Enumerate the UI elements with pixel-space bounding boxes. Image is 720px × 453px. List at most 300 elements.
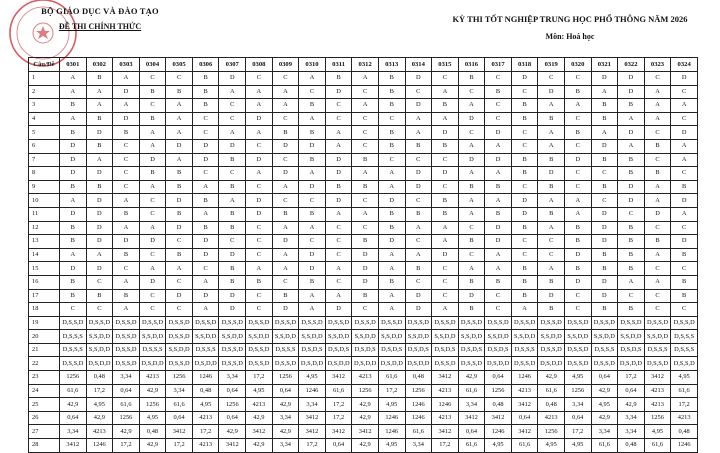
answer-cell: 3,34 [458, 398, 485, 412]
answer-cell: 4,95 [485, 439, 512, 453]
answer-cell: S,S,D,D [618, 330, 645, 344]
answer-cell: D,S,D,S [299, 343, 326, 357]
answer-cell: D [432, 167, 459, 181]
answer-cell: 42,9 [591, 384, 618, 398]
answer-cell: B [60, 289, 87, 303]
answer-cell: C [246, 72, 273, 86]
table-row [29, 357, 698, 371]
table-row [29, 289, 698, 303]
answer-cell: D [458, 153, 485, 167]
answer-cell: C [644, 72, 671, 86]
answer-cell: A [378, 180, 405, 194]
answer-cell: D [60, 262, 87, 276]
answer-cell: 3,34 [618, 425, 645, 439]
answer-cell: C [139, 99, 166, 113]
answer-cell: A [113, 303, 140, 317]
answer-cell: B [272, 289, 299, 303]
answer-cell: B [644, 167, 671, 181]
answer-cell: C [86, 275, 113, 289]
answer-cell: D [591, 289, 618, 303]
table-row [29, 425, 698, 439]
answer-cell: B [564, 235, 591, 249]
answer-cell: B [113, 126, 140, 140]
answer-cell: D [564, 248, 591, 262]
answer-cell: D,S,D,S [378, 343, 405, 357]
answer-cell: A [485, 248, 512, 262]
answer-cell: D,S,S,D [272, 357, 299, 371]
answer-cell: C [246, 289, 273, 303]
answer-cell: A [405, 112, 432, 126]
answer-cell: 42,9 [591, 411, 618, 425]
answer-cell: C [405, 235, 432, 249]
answer-cell: 1256 [644, 411, 671, 425]
answer-cell: D [246, 207, 273, 221]
answer-cell: S,S,D,D [644, 330, 671, 344]
answer-cell: B [352, 235, 379, 249]
answer-cell: D [405, 303, 432, 317]
answer-cell: 17,2 [299, 439, 326, 453]
answer-cell: B [511, 262, 538, 276]
answer-cell: D,S,D,S [432, 343, 459, 357]
answer-cell: C [564, 289, 591, 303]
answer-cell: A [511, 303, 538, 317]
answer-cell: C [432, 72, 459, 86]
answer-cell: D,S,S,D [538, 343, 565, 357]
answer-cell: B [60, 180, 87, 194]
answer-cell: C [192, 112, 219, 126]
answer-cell: C [139, 289, 166, 303]
answer-cell: D [166, 289, 193, 303]
answer-cell: 61,6 [60, 384, 87, 398]
answer-cell: B [538, 153, 565, 167]
answer-cell: D [618, 85, 645, 99]
answer-cell: B [458, 275, 485, 289]
answer-cell: B [378, 126, 405, 140]
answer-cell: A [538, 194, 565, 208]
answer-cell: D,S,D,D [299, 357, 326, 371]
question-number: 8 [29, 167, 60, 181]
answer-cell: B [166, 207, 193, 221]
answer-cell: 42,9 [458, 371, 485, 385]
answer-cell: A [246, 85, 273, 99]
answer-cell: 0,48 [618, 439, 645, 453]
answer-cell: D [86, 221, 113, 235]
question-number: 4 [29, 112, 60, 126]
answer-cell: D [671, 72, 698, 86]
table-row [29, 72, 698, 86]
answer-cell: C [113, 153, 140, 167]
answer-cell: A [299, 221, 326, 235]
answer-cell: D,S,S,D [564, 357, 591, 371]
answer-cell: B [432, 207, 459, 221]
answer-cell: D,S,S,D [166, 330, 193, 344]
answer-cell: 0,64 [564, 411, 591, 425]
answer-cell: C [272, 153, 299, 167]
answer-cell: B [671, 180, 698, 194]
table-row [29, 126, 698, 140]
answer-cell: A [139, 139, 166, 153]
answer-cell: D [352, 262, 379, 276]
answer-cell: D [299, 180, 326, 194]
answer-cell: D,S,S,D [86, 316, 113, 330]
answer-cell: C [644, 262, 671, 276]
answer-cell: A [139, 221, 166, 235]
answer-cell: D [591, 207, 618, 221]
answer-cell: D [86, 194, 113, 208]
answer-cell: D [166, 139, 193, 153]
answer-cell: D [299, 248, 326, 262]
answer-cell: D,S,S,D [166, 316, 193, 330]
answer-cell: D [139, 235, 166, 249]
answer-cell: B [485, 207, 512, 221]
exam-title-block [430, 14, 710, 41]
answer-cell: B [113, 248, 140, 262]
question-number: 25 [29, 398, 60, 412]
question-number: 6 [29, 139, 60, 153]
question-number: 28 [29, 439, 60, 453]
answer-cell: C [671, 85, 698, 99]
exam-code-header: 0303 [113, 58, 140, 72]
answer-cell: S,S,D,D [325, 330, 352, 344]
answer-cell: 42,9 [538, 371, 565, 385]
answer-cell: C [564, 167, 591, 181]
answer-cell: D,S,D,D [352, 357, 379, 371]
answer-cell: 42,9 [618, 398, 645, 412]
answer-cell: D,S,S,S [671, 330, 698, 344]
table-row [29, 180, 698, 194]
answer-cell: D,S,S,D [432, 316, 459, 330]
answer-cell: B [538, 112, 565, 126]
answer-cell: 3412 [219, 439, 246, 453]
answer-cell: B [564, 85, 591, 99]
answer-cell: 42,9 [86, 411, 113, 425]
answer-cell: B [192, 72, 219, 86]
answer-cell: A [113, 99, 140, 113]
answer-cell: C [352, 126, 379, 140]
answer-cell: D [511, 207, 538, 221]
answer-cell: D [60, 153, 87, 167]
answer-cell: B [378, 85, 405, 99]
answer-cell: 4213 [671, 411, 698, 425]
answer-cell: 42,9 [246, 439, 273, 453]
answer-cell: C [113, 262, 140, 276]
answer-cell: B [671, 289, 698, 303]
question-number: 23 [29, 371, 60, 385]
answer-cell: 4213 [139, 371, 166, 385]
answer-cell: A [352, 167, 379, 181]
exam-code-header: 0318 [511, 58, 538, 72]
answer-cell: C [564, 303, 591, 317]
answer-cell: C [272, 194, 299, 208]
answer-cell: D,S,S,D [564, 343, 591, 357]
exam-code-header: 0312 [352, 58, 379, 72]
answer-cell: A [192, 275, 219, 289]
answer-cell: 4,95 [139, 411, 166, 425]
answer-cell: 42,9 [60, 398, 87, 412]
answer-cell: 4,95 [378, 439, 405, 453]
answer-cell: D [192, 235, 219, 249]
answer-cell: C [352, 194, 379, 208]
exam-code-header: 0321 [591, 58, 618, 72]
answer-cell: D [564, 153, 591, 167]
answer-cell: C [644, 221, 671, 235]
answer-cell: D,S,D,D [485, 357, 512, 371]
answer-cell: B [644, 139, 671, 153]
answer-cell: A [432, 112, 459, 126]
answer-cell: A [485, 139, 512, 153]
answer-cell: 61,6 [671, 384, 698, 398]
answer-cell: A [458, 194, 485, 208]
answer-cell: D,S,S,D [618, 316, 645, 330]
answer-cell: D,S,S,D [219, 343, 246, 357]
answer-cell: A [671, 139, 698, 153]
answer-cell: B [139, 167, 166, 181]
answer-cell: D [432, 248, 459, 262]
answer-cell: B [591, 303, 618, 317]
answer-cell: 3,34 [113, 371, 140, 385]
answer-cell: D [485, 235, 512, 249]
answer-cell: D,S,S,S [272, 343, 299, 357]
answer-cell: 3,34 [618, 411, 645, 425]
question-number: 3 [29, 99, 60, 113]
answer-cell: D [219, 139, 246, 153]
answer-cell: C [325, 235, 352, 249]
answer-cell: C [644, 153, 671, 167]
answer-cell: C [644, 126, 671, 140]
answer-cell: D [618, 194, 645, 208]
answer-cell: B [511, 167, 538, 181]
answer-cell: B [272, 126, 299, 140]
answer-cell: D [192, 248, 219, 262]
answer-cell: S,S,D,D [166, 343, 193, 357]
answer-cell: 3412 [644, 371, 671, 385]
answer-cell: B [219, 207, 246, 221]
answer-cell: D,S,S,D [458, 357, 485, 371]
answer-cell: A [139, 262, 166, 276]
answer-cell: A [219, 126, 246, 140]
answer-cell: 42,9 [139, 384, 166, 398]
answer-cell: D [299, 139, 326, 153]
answer-cell: B [511, 112, 538, 126]
answer-cell: D,S,S,D [219, 316, 246, 330]
answer-cell: C [246, 221, 273, 235]
answer-cell: C [139, 207, 166, 221]
answer-cell: C [644, 303, 671, 317]
answer-cell: D,S,D,D [405, 357, 432, 371]
answer-cell: D,S,S,D [246, 357, 273, 371]
answer-cell: D [618, 180, 645, 194]
answer-cell: A [378, 303, 405, 317]
answer-cell: C [671, 221, 698, 235]
answer-cell: B [511, 289, 538, 303]
answer-cell: B [485, 180, 512, 194]
question-number: 20 [29, 330, 60, 344]
answer-cell: C [538, 72, 565, 86]
answer-cell: 3,34 [219, 371, 246, 385]
answer-cell: C [246, 180, 273, 194]
answer-cell: A [618, 112, 645, 126]
answer-cell: 3412 [432, 371, 459, 385]
answer-cell: A [166, 112, 193, 126]
answer-cell: 3412 [299, 411, 326, 425]
answer-cell: D [458, 112, 485, 126]
answer-cell: B [511, 99, 538, 113]
answer-cell: A [432, 221, 459, 235]
answer-cell: C [432, 275, 459, 289]
answer-cell: C [246, 248, 273, 262]
table-row [29, 207, 698, 221]
question-number: 26 [29, 411, 60, 425]
answer-cell: C [618, 207, 645, 221]
answer-cell: B [564, 221, 591, 235]
answer-cell: D,S,D,D [618, 357, 645, 371]
table-row [29, 85, 698, 99]
answer-cell: D [219, 72, 246, 86]
answer-cell: A [166, 99, 193, 113]
answer-cell: B [591, 248, 618, 262]
answer-cell: 0,48 [485, 398, 512, 412]
answer-cell: 1256 [166, 371, 193, 385]
answer-cell: A [538, 221, 565, 235]
answer-cell: C [246, 235, 273, 249]
answer-cell: 17,2 [378, 384, 405, 398]
answer-cell: 3412 [458, 411, 485, 425]
answer-cell: C [325, 112, 352, 126]
answer-cell: A [60, 72, 87, 86]
answer-cell: C [166, 235, 193, 249]
answer-cell: D,S,S,D [591, 357, 618, 371]
answer-cell: A [671, 99, 698, 113]
answer-cell: D [192, 153, 219, 167]
answer-cell: 3,34 [591, 425, 618, 439]
answer-cell: B [219, 153, 246, 167]
answer-cell: D [432, 126, 459, 140]
answer-cell: A [458, 139, 485, 153]
table-row [29, 194, 698, 208]
answer-cell: 3412 [325, 371, 352, 385]
answer-cell: 61,6 [591, 439, 618, 453]
answer-cell: D,S,S,D [325, 316, 352, 330]
answer-cell: B [378, 221, 405, 235]
answer-cell: C [272, 72, 299, 86]
answer-cell: 42,9 [219, 425, 246, 439]
answer-cell: C [352, 85, 379, 99]
answer-cell: B [166, 248, 193, 262]
answer-cell: D [511, 72, 538, 86]
answer-cell: A [591, 85, 618, 99]
answer-cell: D [219, 303, 246, 317]
answer-cell: B [485, 85, 512, 99]
answer-cell: 42,9 [352, 398, 379, 412]
answer-cell: A [458, 207, 485, 221]
answer-cell: C [458, 126, 485, 140]
table-row [29, 221, 698, 235]
answer-cell: B [166, 180, 193, 194]
answer-cell: D,S,S,D [166, 357, 193, 371]
answer-cell: B [485, 275, 512, 289]
answer-cell: 0,64 [618, 384, 645, 398]
answer-cell: C [644, 289, 671, 303]
question-number: 27 [29, 425, 60, 439]
answer-cell: A [538, 126, 565, 140]
answer-cell: D,S,D,S [352, 343, 379, 357]
answer-cell: C [325, 275, 352, 289]
answer-cell: B [432, 139, 459, 153]
answer-cell: B [591, 99, 618, 113]
answer-cell: 4,95 [591, 398, 618, 412]
answer-cell: A [192, 303, 219, 317]
answer-cell: S,S,D,D [139, 330, 166, 344]
answer-cell: B [671, 248, 698, 262]
answer-cell: C [511, 139, 538, 153]
answer-cell: D [272, 167, 299, 181]
answer-cell: B [86, 289, 113, 303]
answer-cell: B [511, 153, 538, 167]
answer-cell: C [432, 289, 459, 303]
answer-cell: D [618, 72, 645, 86]
answer-cell: C [485, 99, 512, 113]
answer-cell: D,S,S,S [671, 343, 698, 357]
answer-cell: B [60, 221, 87, 235]
answer-cell: A [325, 289, 352, 303]
answer-cell: D [591, 275, 618, 289]
answer-cell: D [405, 99, 432, 113]
table-row [29, 153, 698, 167]
answer-cell: 1246 [671, 439, 698, 453]
answer-cell: 0,48 [86, 371, 113, 385]
answer-cell: S,S,D,D [591, 330, 618, 344]
answer-cell: C [219, 167, 246, 181]
answer-cell: C [272, 275, 299, 289]
answer-cell: C [272, 112, 299, 126]
answer-cell: C [432, 153, 459, 167]
answer-cell: 42,9 [113, 425, 140, 439]
answer-cell: A [405, 126, 432, 140]
answer-cell: D [192, 289, 219, 303]
answer-cell: B [60, 235, 87, 249]
answer-cell: A [60, 194, 87, 208]
answer-cell: D [219, 289, 246, 303]
answer-cell: D [113, 112, 140, 126]
answer-cell: D,S,S,D [299, 316, 326, 330]
answer-cell: 1256 [60, 371, 87, 385]
answer-cell: B [511, 275, 538, 289]
answer-cell: S,S,D,D [352, 330, 379, 344]
answer-cell: D [564, 275, 591, 289]
answer-cell: D [325, 167, 352, 181]
question-number: 7 [29, 153, 60, 167]
answer-cell: D [86, 167, 113, 181]
table-row [29, 275, 698, 289]
answer-cell: A [60, 85, 87, 99]
answer-cell: D [485, 221, 512, 235]
answer-cell: C [113, 167, 140, 181]
answer-cell: D,S,S,D [458, 316, 485, 330]
answer-cell: 42,9 [272, 425, 299, 439]
answer-cell: A [564, 99, 591, 113]
answer-cell: B [564, 262, 591, 276]
answer-cell: 4,95 [671, 371, 698, 385]
answer-cell: B [538, 275, 565, 289]
answer-cell: A [246, 167, 273, 181]
answer-cell: B [219, 221, 246, 235]
answer-cell: 4,95 [378, 398, 405, 412]
answer-cell: B [60, 275, 87, 289]
answer-cell: D [538, 85, 565, 99]
answer-cell: A [139, 180, 166, 194]
answer-cell: C [246, 139, 273, 153]
answer-cell: C [432, 262, 459, 276]
